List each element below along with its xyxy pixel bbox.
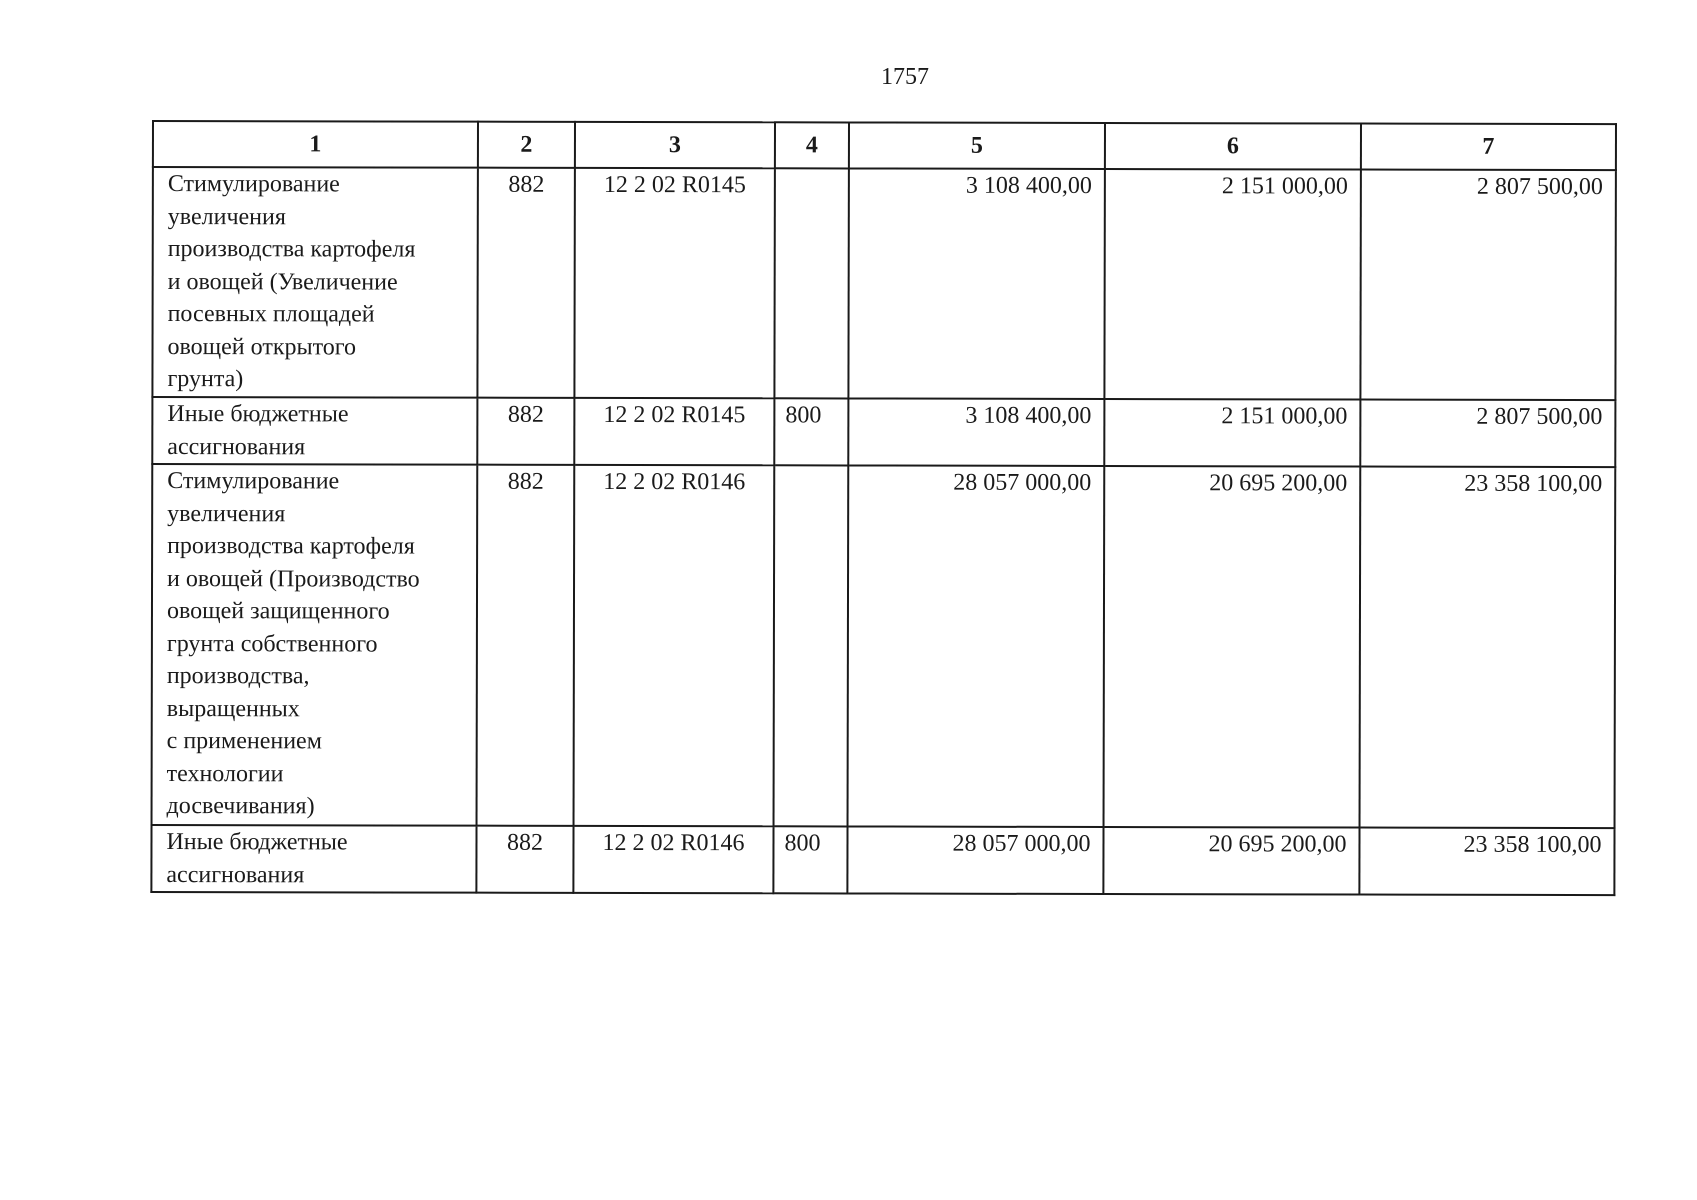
header-col-2: 2 (478, 122, 575, 168)
cell-name-line: ассигнования (167, 433, 306, 460)
cell-name (152, 464, 478, 826)
cell-name-line: с применением (166, 728, 322, 755)
cell-name (152, 167, 477, 398)
page-number: 1757 (881, 64, 929, 90)
cell-name-line: Иные бюджетные (166, 829, 348, 856)
table-body (151, 167, 1616, 895)
cell-vr (774, 465, 849, 826)
table-row (152, 464, 1616, 828)
cell-name (152, 397, 477, 465)
cell-name-line: овощей открытого (167, 333, 357, 360)
header-row (153, 121, 1616, 170)
cell-vr (774, 168, 848, 398)
cell-csr: 12 2 02 R0145 (574, 168, 774, 398)
cell-name-line: и овощей (Производство (167, 565, 420, 593)
header-col-7: 7 (1361, 124, 1616, 171)
cell-sum-3: 23 358 100,00 (1360, 467, 1616, 829)
cell-name-line: грунта) (167, 366, 244, 393)
cell-name-line: выращенных (166, 695, 300, 722)
cell-sum-1: 3 108 400,00 (848, 168, 1104, 399)
cell-grbs: 882 (476, 826, 573, 893)
cell-name-line: досвечивания) (166, 793, 315, 820)
header-col-5: 5 (849, 122, 1105, 169)
cell-vr: 800 (774, 398, 848, 465)
cell-name-line: грунта собственного (166, 630, 378, 657)
header-col-6: 6 (1105, 123, 1361, 170)
cell-name-line: Стимулирование (167, 468, 340, 495)
cell-name (151, 825, 476, 893)
budget-table (150, 120, 1617, 896)
cell-name-line: технологии (166, 760, 284, 787)
header-col-3: 3 (575, 122, 775, 168)
cell-grbs: 882 (477, 168, 574, 398)
cell-name-line: Иные бюджетные (167, 401, 349, 428)
cell-sum-2: 2 151 000,00 (1104, 399, 1360, 467)
cell-sum-3: 23 358 100,00 (1359, 828, 1614, 896)
cell-name-line: увеличения (167, 203, 286, 230)
cell-name-line: посевных площадей (167, 301, 375, 328)
cell-name-line: овощей защищенного (166, 598, 390, 625)
cell-name-line: производства картофеля (167, 236, 416, 263)
cell-name-line: ассигнования (166, 861, 305, 888)
cell-sum-2: 2 151 000,00 (1104, 169, 1360, 400)
table-row (151, 825, 1614, 895)
table-header (153, 121, 1616, 170)
cell-sum-2: 20 695 200,00 (1103, 827, 1359, 895)
cell-name-line: Стимулирование (167, 171, 340, 198)
cell-csr: 12 2 02 R0146 (574, 465, 775, 826)
cell-sum-3: 2 807 500,00 (1360, 170, 1615, 401)
cell-grbs: 882 (477, 465, 575, 826)
cell-sum-3: 2 807 500,00 (1360, 400, 1615, 468)
table-row (152, 167, 1615, 400)
cell-sum-2: 20 695 200,00 (1104, 466, 1361, 828)
cell-name-line: увеличения (167, 500, 286, 527)
cell-name-line: и овощей (Увеличение (167, 268, 398, 296)
cell-csr: 12 2 02 R0146 (573, 826, 773, 893)
cell-sum-1: 28 057 000,00 (848, 465, 1105, 827)
header-col-1: 1 (153, 121, 478, 168)
table-row (152, 397, 1615, 467)
cell-name-line: производства картофеля (167, 533, 415, 560)
cell-csr: 12 2 02 R0145 (574, 398, 774, 465)
cell-sum-1: 28 057 000,00 (847, 826, 1103, 894)
cell-grbs: 882 (477, 398, 574, 465)
cell-name-line: производства, (166, 663, 310, 690)
cell-vr: 800 (773, 826, 847, 893)
header-col-4: 4 (775, 122, 849, 168)
cell-sum-1: 3 108 400,00 (848, 398, 1104, 466)
